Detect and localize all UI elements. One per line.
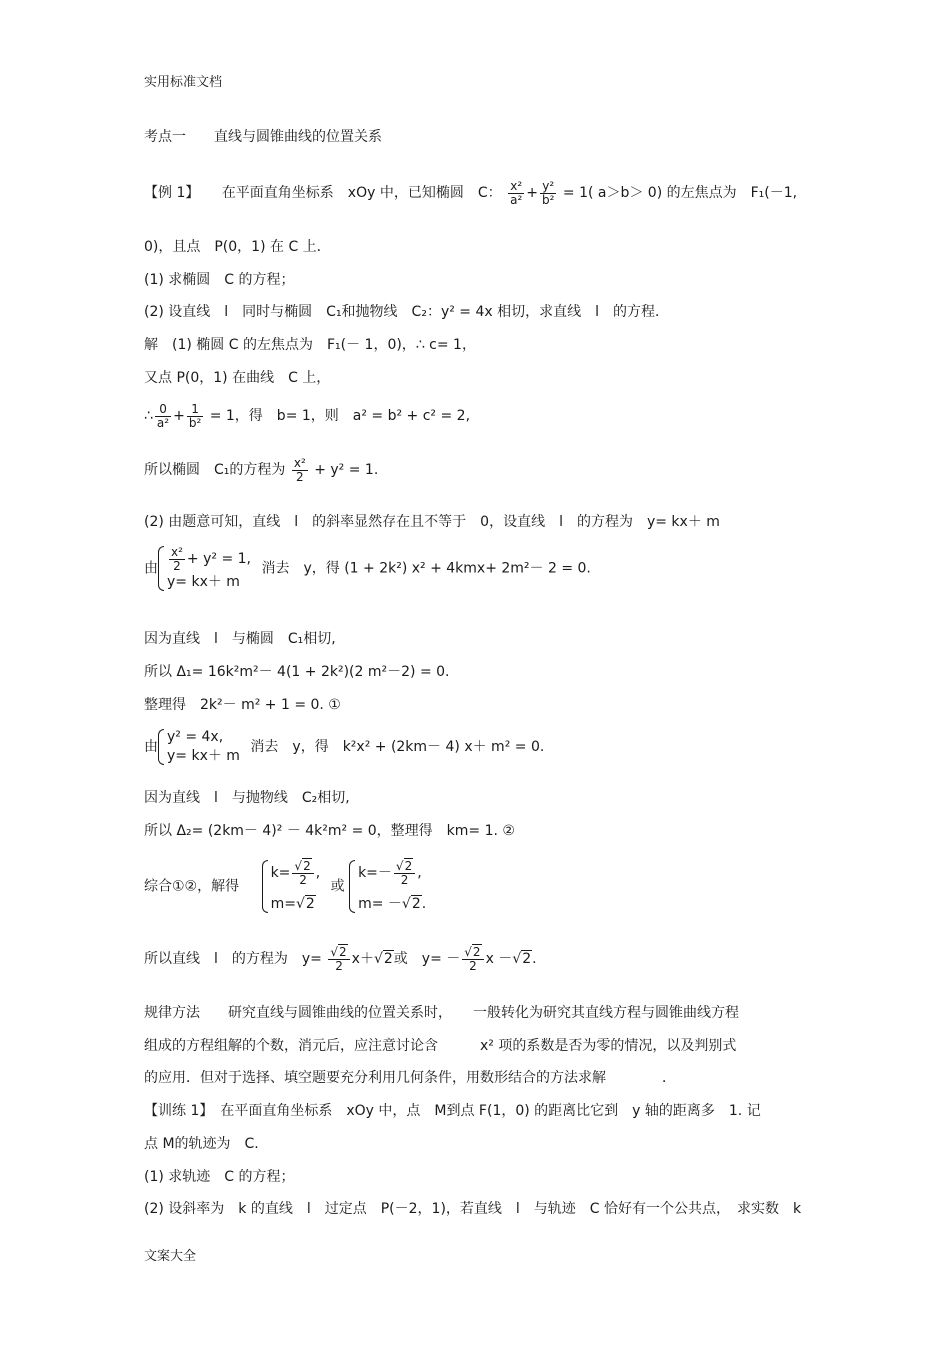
solution-step8: 所以 Δ₁= 16k²m²－ 4(1 + 2k²)(2 m²－2) = 0. (144, 664, 450, 680)
step14-mid2: x － (485, 951, 513, 968)
system-row (271, 896, 321, 913)
radicand: 2 (472, 945, 481, 959)
frac-den: a² (510, 192, 523, 207)
frac-den: 2 (328, 959, 349, 973)
exercise1-line2: 点 M的轨迹为 C. (144, 1136, 259, 1152)
example1-intro: 在平面直角坐标系 xOy 中，已知椭圆 C： (221, 185, 502, 202)
fraction-x2-2 (292, 457, 308, 483)
example1-question2: (2) 设直线 l 同时与椭圆 C₁和抛物线 C₂：y² = 4x 相切，求直线 l 的方程． (144, 304, 670, 320)
example1-line2: 0)，且点 P(0，1) 在 C 上． (144, 239, 331, 255)
you-label: 由 (144, 560, 158, 577)
ellipse-x-fraction (508, 180, 524, 206)
system-row (167, 546, 251, 572)
radicand: 2 (411, 896, 421, 913)
system-row-text: + y² = 1, (186, 551, 251, 568)
radicand: 2 (305, 896, 315, 913)
sqrt2-over-2 (394, 860, 415, 886)
frac-num (292, 860, 313, 873)
system2-result: 消去 y，得 k²x² + (2km－ 4) x＋ m² = 0. (250, 738, 545, 755)
fraction-x2-2 (169, 546, 185, 572)
frac-num: 1 (191, 402, 199, 416)
frac-num (462, 946, 483, 959)
you-label: 由 (144, 738, 158, 755)
system-row: m= －√2. (358, 896, 427, 913)
radicand: 2 (339, 945, 347, 959)
frac-num (394, 860, 415, 873)
sqrt2-over-2 (328, 946, 349, 972)
fraction-0-a2 (155, 403, 171, 429)
sqrt: √2 (294, 859, 311, 873)
method-line2: 组成的方程组解的个数，消元后，应注意讨论含 x² 项的系数是否为零的情况，以及判别式 (144, 1038, 737, 1054)
frac-den: 2 (462, 959, 483, 973)
radicand: 2 (303, 859, 311, 873)
solution-system2 (144, 727, 544, 767)
fraction-1-b2 (187, 403, 203, 429)
step13-text: 综合①②，解得 (144, 878, 240, 895)
frac-num: x² (510, 179, 523, 193)
frac-den: b² (542, 192, 555, 207)
frac-den: a² (156, 415, 170, 430)
method-line1: 规律方法 研究直线与圆锥曲线的位置关系时， 一般转化为研究其直线方程与圆锥曲线方程 (144, 1005, 739, 1021)
sqrt: √2 (330, 945, 347, 959)
sqrt: √2 (512, 951, 532, 968)
sqrt: √2 (395, 859, 413, 873)
k-label: k=－ (358, 865, 392, 882)
step14-text: 所以直线 l 的方程为 y= (144, 951, 322, 968)
page-footer: 文案大全 (144, 1249, 197, 1264)
frac-den: 2 (292, 873, 313, 887)
solution-step1: 解 (1) 椭圆 C 的左焦点为 F₁(－ 1，0)，∴ c= 1， (144, 337, 476, 353)
system-row: k= $\frac{√2}{2}$ , (270, 859, 321, 887)
solution-step12: 所以 Δ₂= (2km－ 4)² － 4k²m² = 0，整理得 km= 1. ② (144, 823, 515, 839)
example1-condition: = 1( a＞b＞ 0) 的左焦点为 F₁(－1, (562, 185, 798, 202)
solution-step5: (2) 由题意可知，直线 l 的斜率显然存在且不等于 0，设直线 l 的方程为 y= kx＋ m (144, 514, 720, 530)
frac-den: 2 (394, 873, 415, 887)
frac-den: 2 (292, 470, 308, 484)
frac-num: y² (542, 179, 555, 193)
sqrt: √2 (373, 951, 393, 968)
therefore-sign: ∴ (144, 408, 153, 425)
ellipse-y-fraction (540, 180, 556, 206)
sqrt: √2 (464, 945, 481, 959)
sqrt: √2 (295, 896, 315, 913)
solution-system1 (144, 544, 591, 593)
frac-num (328, 946, 349, 959)
solution-set-b (349, 858, 426, 915)
sqrt2-over-2 (292, 860, 313, 886)
step4-text: 所以椭圆 C₁的方程为 (144, 462, 286, 479)
solution-step4 (144, 457, 378, 483)
exercise1-line1: 【训练 1】 在平面直角坐标系 xOy 中，点 M到点 F(1，0) 的距离比它到 y 轴的距离多 1. 记 (144, 1103, 761, 1119)
radicand: 2 (404, 859, 413, 873)
example1-tag: 【例 1】 (144, 185, 200, 202)
frac-num: x² (293, 456, 306, 470)
step3-text: = 1，得 b= 1，则 a² = b² + c² = 2, (209, 408, 471, 425)
solution-step11: 因为直线 l 与抛物线 C₂相切, (144, 790, 350, 806)
example1-line1 (144, 180, 797, 206)
system-row: k=－ $\frac{√2}{2}$ , (358, 859, 422, 887)
frac-num: x² (171, 545, 183, 559)
solution-step14: 所以直线 l 的方程为 y= $\frac{√2}{2}$ x＋√2或 y= － $\frac{√2}{2}$ x －√2. (144, 945, 537, 973)
example1-question1: (1) 求椭圆 C 的方程； (144, 272, 295, 288)
k-label: k= (270, 865, 291, 882)
m-label: m= (270, 896, 296, 913)
equation-system (158, 727, 240, 767)
solution-step2: 又点 P(0，1) 在曲线 C 上， (144, 370, 331, 386)
frac-den: 2 (169, 559, 185, 573)
frac-num: 0 (159, 402, 167, 416)
system-row: y² = 4x, (167, 729, 224, 745)
or-word: 或 (330, 878, 345, 895)
solution-step9: 整理得 2k²－ m² + 1 = 0. ① (144, 697, 341, 713)
solution-step7: 因为直线 l 与椭圆 C₁相切, (144, 631, 336, 647)
radicand: 2 (383, 951, 393, 968)
sqrt2-over-2 (462, 946, 483, 972)
equation-system (158, 544, 251, 593)
system-row: y= kx＋ m (167, 747, 240, 764)
sqrt: √2 (401, 896, 421, 913)
or-word: 或 y= － (393, 951, 461, 968)
page-header: 实用标准文档 (144, 75, 223, 90)
solution-set-a (262, 858, 321, 915)
frac-den: b² (188, 415, 202, 430)
method-line3: 的应用．但对于选择、填空题要充分利用几何条件，用数形结合的方法求解 ． (144, 1070, 676, 1086)
exercise1-question2: (2) 设斜率为 k 的直线 l 过定点 P(－2，1)，若直线 l 与轨迹 C 恰好有一个公共点， 求实数 k (144, 1201, 802, 1217)
section-title: 考点一 直线与圆锥曲线的位置关系 (144, 129, 382, 145)
m-label: m= － (358, 896, 402, 913)
radicand: 2 (522, 951, 532, 968)
plus-sign: + (526, 185, 538, 202)
solution-step13 (144, 858, 432, 915)
system-row: y= kx＋ m (167, 574, 240, 591)
step4-equation: + y² = 1. (314, 462, 379, 479)
solution-step3 (144, 403, 470, 429)
step14-mid: x＋ (351, 951, 374, 968)
system1-result: 消去 y，得 (1 + 2k²) x² + 4kmx+ 2m²－ 2 = 0. (261, 560, 591, 577)
exercise1-question1: (1) 求轨迹 C 的方程； (144, 1169, 295, 1185)
plus-sign: + (173, 408, 185, 425)
